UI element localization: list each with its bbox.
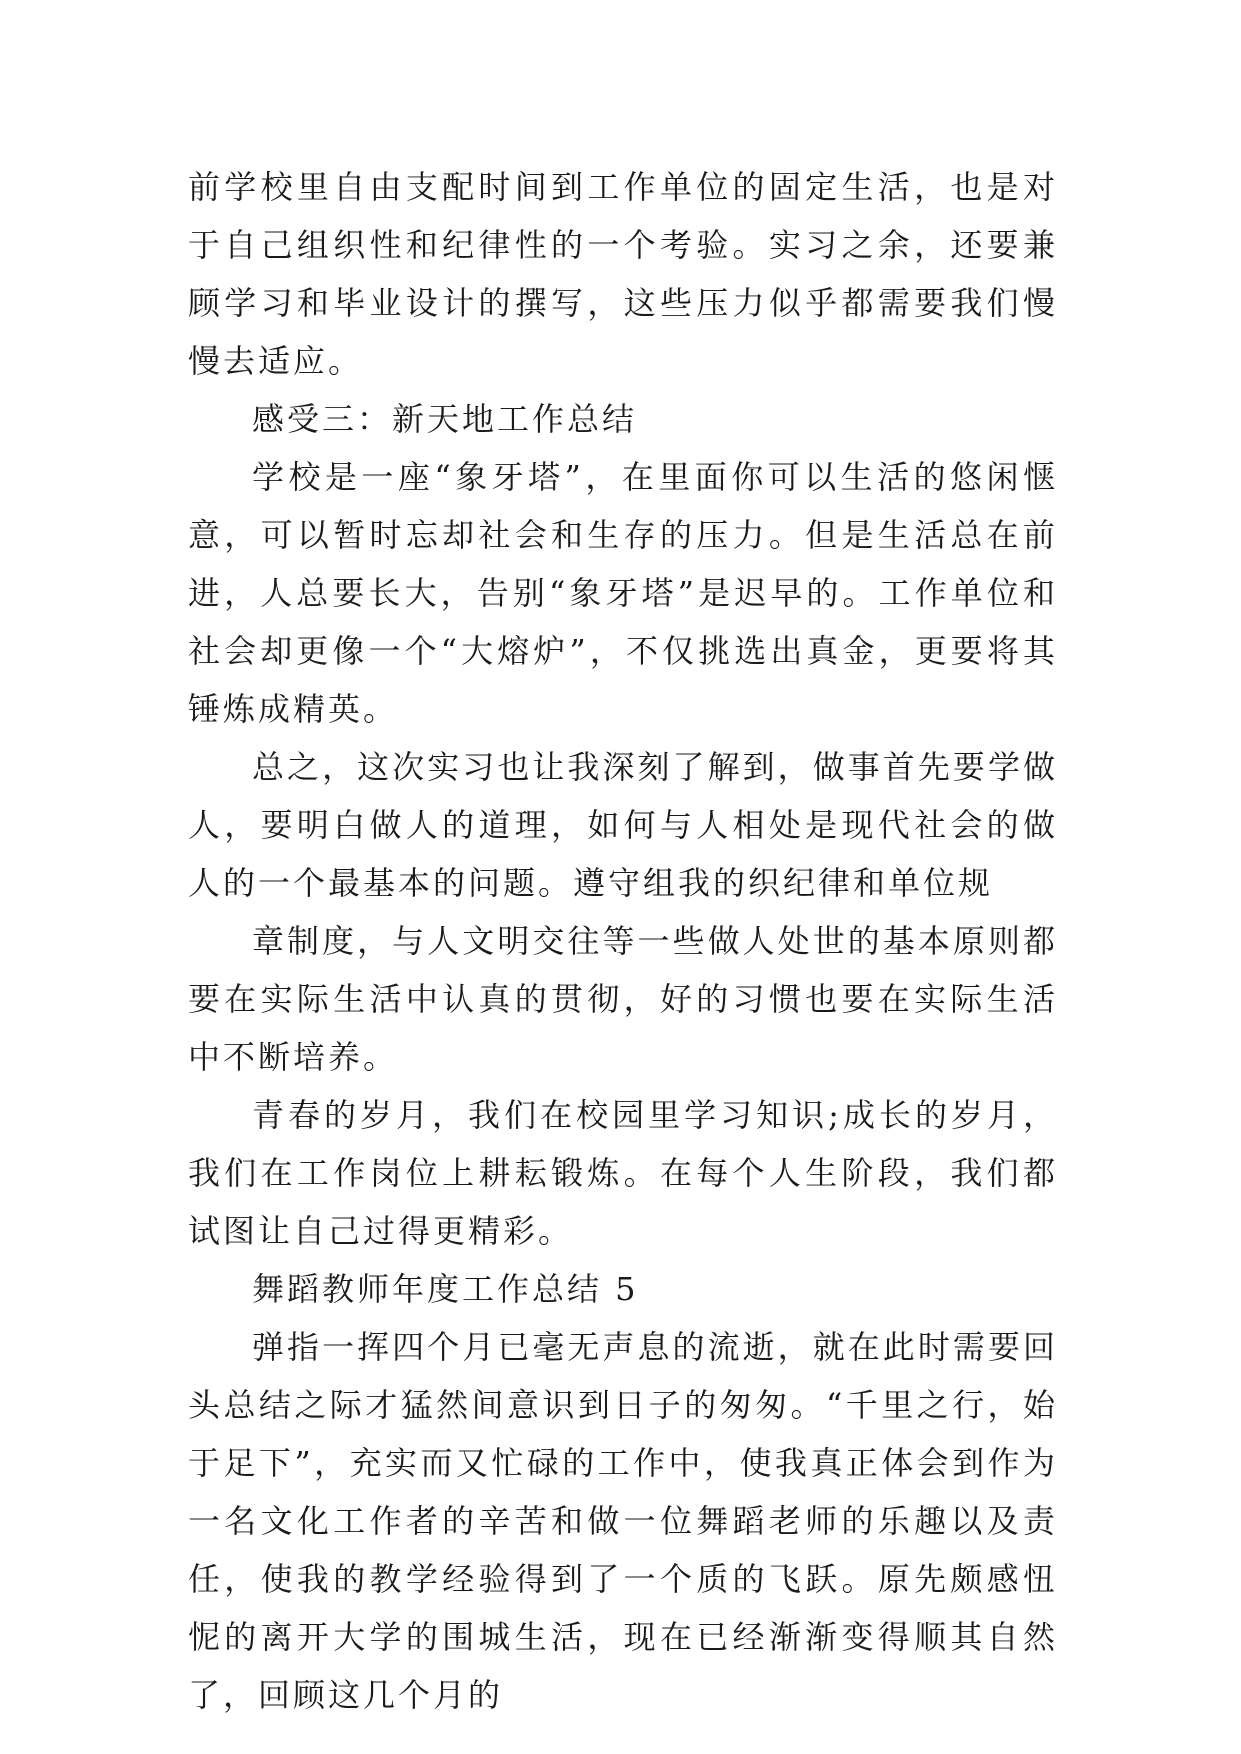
paragraph-rules: 章制度，与人文明交往等一些做人处世的基本原则都要在实际生活中认真的贯彻，好的习惯也要在实际生活中不断培养。: [188, 922, 1058, 1076]
paragraph-four-months: 弹指一挥四个月已毫无声息的流逝，就在此时需要回头总结之际才猛然间意识到日子的匆匆。“千里之行，始于足下”，充实而又忙碌的工作中，使我真正体会到作为一名文化工作者的辛苦和做一位舞蹈老师的乐趣以及责任，使我的教学经验得到了一个质的飞跃。原先颇感忸怩的离开大学的围城生活，现在已经渐渐变得顺其自然了，回顾这几个月的: [188, 1328, 1058, 1714]
document-body: [188, 158, 1058, 1724]
paragraph-continuation: 前学校里自由支配时间到工作单位的固定生活，也是对于自己组织性和纪律性的一个考验。实习之余，还要兼顾学习和毕业设计的撰写，这些压力似乎都需要我们慢慢去适应。: [188, 168, 1058, 380]
paragraph-ivory-tower: 学校是一座“象牙塔”，在里面你可以生活的悠闲惬意，可以暂时忘却社会和生存的压力。但是生活总在前进，人总要长大，告别“象牙塔”是迟早的。工作单位和社会却更像一个“大熔炉”，不仅挑选出真金，更要将其锤炼成精英。: [188, 458, 1058, 728]
paragraph-youth: 青春的岁月，我们在校园里学习知识;成长的岁月，我们在工作岗位上耕耘锻炼。在每个人生阶段，我们都试图让自己过得更精彩。: [188, 1096, 1058, 1250]
section-heading-dance-teacher-5: 舞蹈教师年度工作总结 5: [252, 1270, 639, 1308]
paragraph-conclusion: 总之，这次实习也让我深刻了解到，做事首先要学做人，要明白做人的道理，如何与人相处是现代社会的做人的一个最基本的问题。遵守组我的织纪律和单位规: [188, 748, 1058, 902]
section-heading-feeling-three: 感受三：新天地工作总结: [252, 400, 638, 438]
